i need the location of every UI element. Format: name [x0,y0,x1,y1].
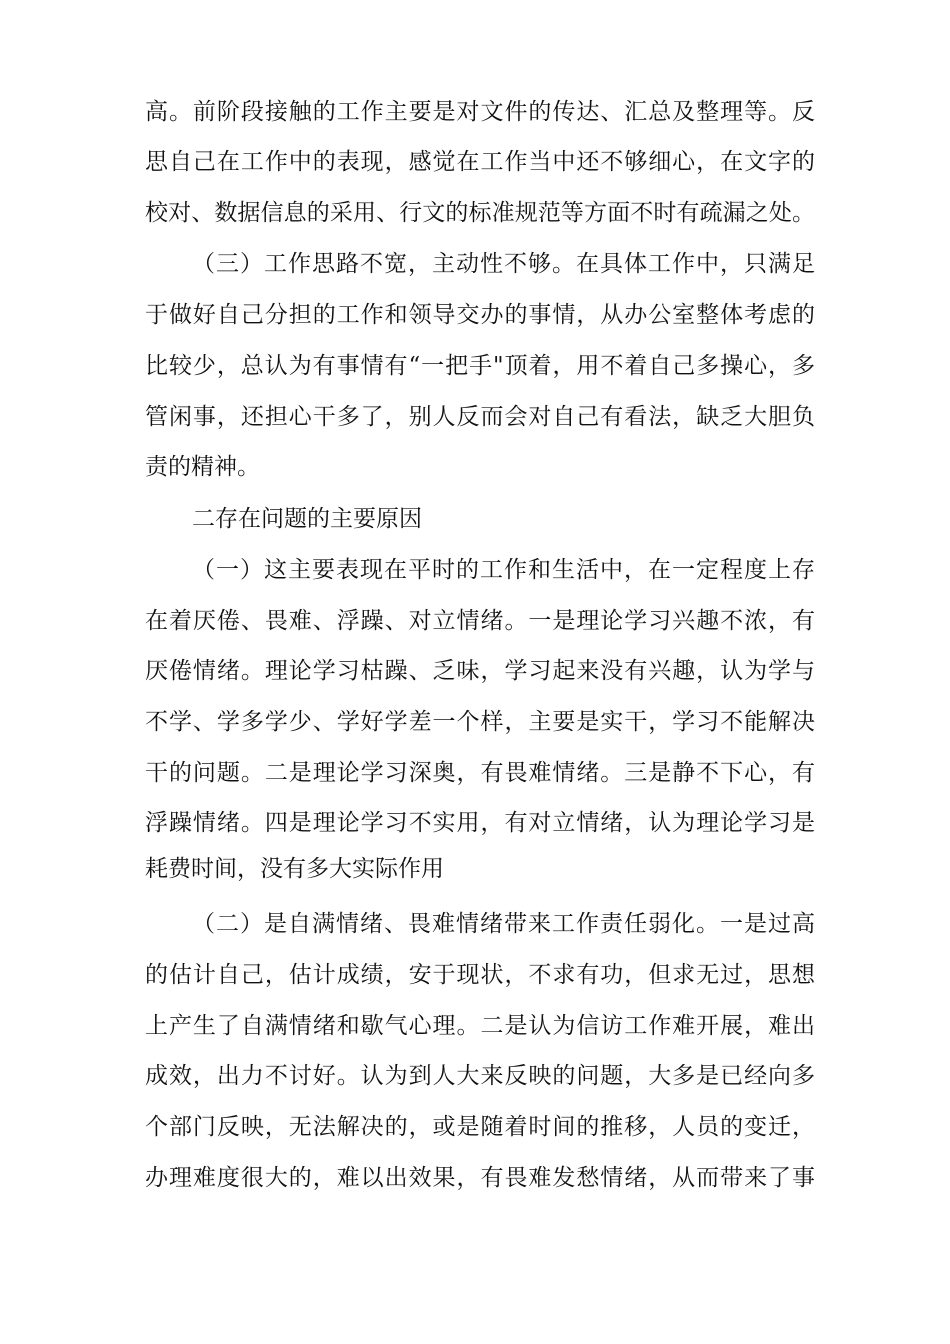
text-line: 管闲事，还担心干多了，别人反而会对自己有看法，缺乏大胆负 [145,404,815,430]
text-line: 责的精神。 [145,454,260,480]
text-line: （三）工作思路不宽，主动性不够。在具体工作中，只满足 [192,251,815,277]
text-line: 个部门反映，无法解决的，或是随着时间的推移，人员的变迁， [145,1114,815,1140]
text-line: 思自己在工作中的表现，感觉在工作当中还不够细心，在文字的 [145,149,815,175]
text-line: 耗费时间，没有多大实际作用 [145,856,444,882]
text-line: 厌倦情绪。理论学习枯躁、乏味，学习起来没有兴趣，认为学与 [145,658,815,684]
section-heading: 二存在问题的主要原因 [192,506,422,532]
text-line: 校对、数据信息的采用、行文的标准规范等方面不时有疏漏之处。 [145,200,815,226]
text-line: 干的问题。二是理论学习深奥，有畏难情绪。三是静不下心，有 [145,760,815,786]
text-line: 的估计自己，估计成绩，安于现状，不求有功，但求无过，思想 [145,962,815,988]
text-line: 比较少，总认为有事情有“一把手"顶着，用不着自己多操心，多 [145,353,815,379]
text-line: （二）是自满情绪、畏难情绪带来工作责任弱化。一是过高 [192,911,815,937]
text-line: 不学、学多学少、学好学差一个样，主要是实干，学习不能解决 [145,709,815,735]
text-line: 上产生了自满情绪和歇气心理。二是认为信访工作难开展，难出 [145,1013,815,1039]
text-line: 于做好自己分担的工作和领导交办的事情，从办公室整体考虑的 [145,302,815,328]
text-line: （一）这主要表现在平时的工作和生活中，在一定程度上存 [192,557,815,583]
text-line: 成效，出力不讨好。认为到人大来反映的问题，大多是已经向多 [145,1063,815,1089]
text-line: 浮躁情绪。四是理论学习不实用，有对立情绪，认为理论学习是 [145,810,815,836]
text-line: 在着厌倦、畏难、浮躁、对立情绪。一是理论学习兴趣不浓，有 [145,608,815,634]
text-line: 高。前阶段接触的工作主要是对文件的传达、汇总及整理等。反 [145,99,815,125]
text-line: 办理难度很大的，难以出效果，有畏难发愁情绪，从而带来了事 [145,1165,815,1191]
